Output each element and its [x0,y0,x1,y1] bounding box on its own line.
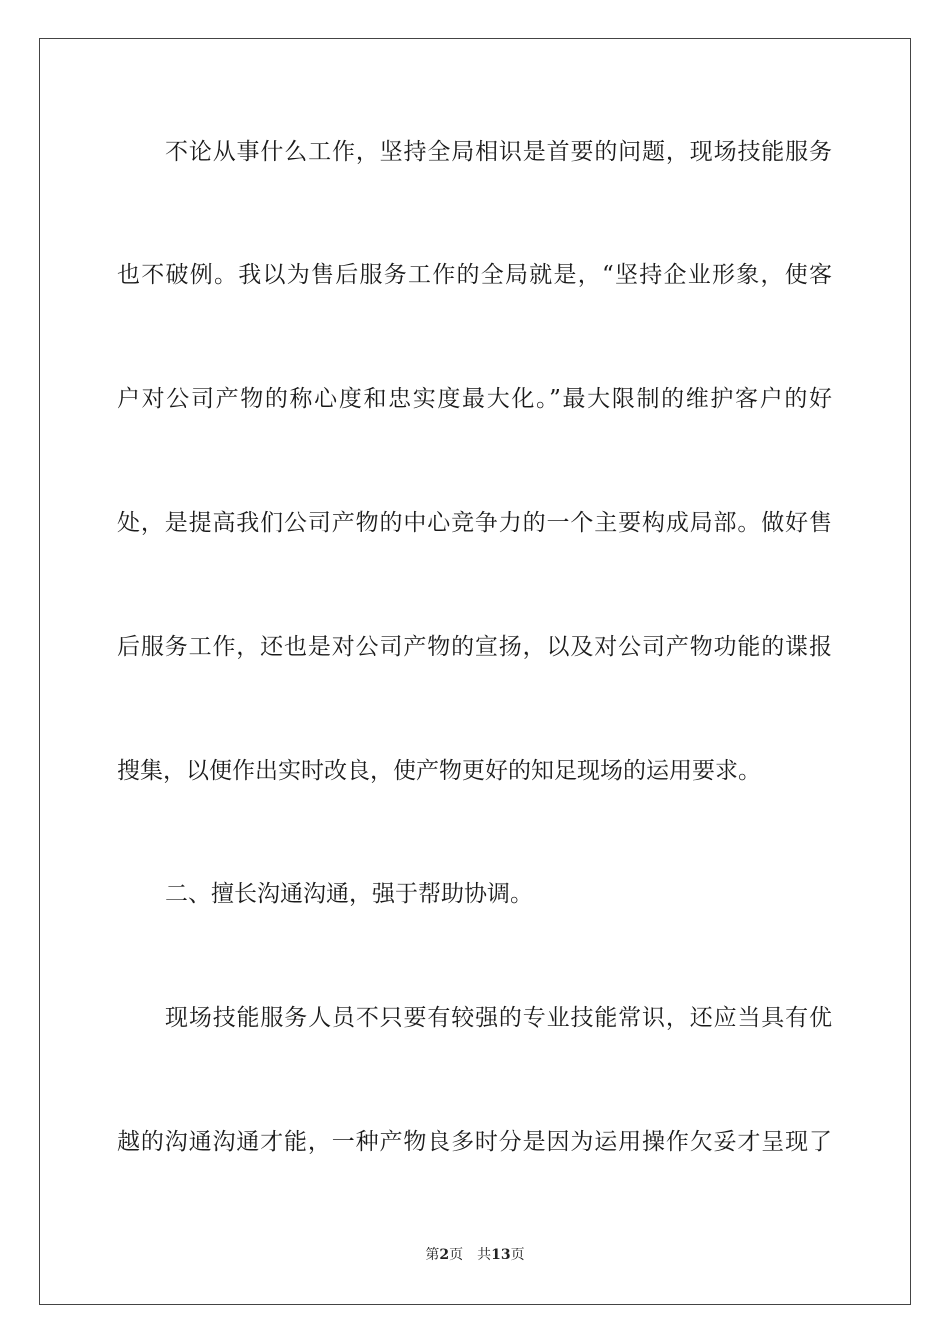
page-number: 2 [439,1247,450,1263]
total-prefix: 共 [477,1247,492,1263]
section-heading: 二、擅长沟通沟通，强于帮助协调。 [165,881,533,907]
paragraph-line-8: 越的沟通沟通才能，一种产物良多时分是因为运用操作欠妥才呈现了 [117,1129,832,1155]
page-suffix: 页 [449,1247,464,1263]
total-suffix: 页 [510,1247,525,1263]
paragraph-line-5: 后服务工作，还也是对公司产物的宣扬，以及对公司产物功能的谍报 [117,634,832,660]
page-prefix: 第 [425,1247,440,1263]
page-footer [0,1246,950,1264]
paragraph-line-3: 户对公司产物的称心度和忠实度最大化。”最大限制的维护客户的好 [117,386,832,412]
paragraph-line-6: 搜集，以便作出实时改良，使产物更好的知足现场的运用要求。 [117,758,761,784]
paragraph-line-4: 处，是提高我们公司产物的中心竞争力的一个主要构成局部。做好售 [117,510,832,536]
total-pages: 13 [491,1247,511,1263]
paragraph-line-1: 不论从事什么工作，坚持全局相识是首要的问题，现场技能服务 [165,139,832,165]
paragraph-line-2: 也不破例。我以为售后服务工作的全局就是，“坚持企业形象，使客 [117,262,832,288]
paragraph-line-7: 现场技能服务人员不只要有较强的专业技能常识，还应当具有优 [165,1005,832,1031]
page-border [39,38,911,1305]
